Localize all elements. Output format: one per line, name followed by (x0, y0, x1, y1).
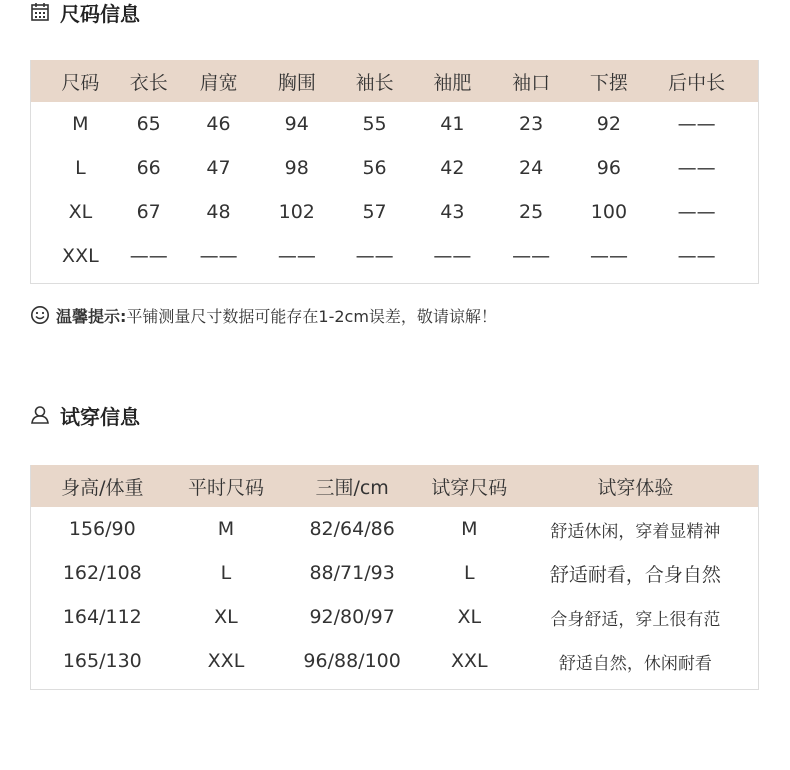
table-row (31, 146, 758, 190)
header-cell-length: 衣长 (129, 71, 168, 94)
header-cell-hem: 下摆 (589, 71, 628, 94)
table-row (31, 102, 758, 146)
tip-text: 平铺测量尺寸数据可能存在1-2cm误差，敬请谅解！ (126, 306, 497, 326)
table-cell: 165/130 (62, 650, 142, 672)
table-cell: L (75, 157, 86, 179)
table-cell: 162/108 (62, 562, 142, 584)
table-cell: —— (589, 245, 628, 267)
table-cell: 92/80/97 (309, 606, 395, 628)
table-cell: 92 (596, 113, 621, 135)
table-cell: XXL (450, 650, 488, 672)
table-cell: 96 (596, 157, 621, 179)
table-cell: —— (677, 201, 716, 223)
tryon-section-heading: 试穿信息 (60, 404, 140, 429)
smile-icon (30, 305, 50, 325)
table-cell: 100 (590, 201, 628, 223)
table-cell: 41 (440, 113, 465, 135)
table-cell: M (461, 518, 478, 540)
table-cell: XL (457, 606, 482, 628)
table-cell: 24 (519, 157, 544, 179)
table-cell: 98 (284, 157, 309, 179)
table-cell: 48 (206, 201, 231, 223)
table-cell: XXL (207, 650, 245, 672)
header-cell-sleeve-width: 袖肥 (433, 71, 472, 94)
table-row (31, 234, 758, 278)
table-cell: 42 (440, 157, 465, 179)
table-cell: —— (355, 245, 394, 267)
table-cell: —— (512, 245, 551, 267)
table-cell: XL (214, 606, 238, 628)
table-cell: 25 (519, 201, 544, 223)
calendar-icon (30, 2, 50, 22)
table-cell: 47 (206, 157, 231, 179)
size-table (30, 60, 759, 284)
size-table-header (31, 60, 758, 102)
table-cell: 57 (362, 201, 387, 223)
tryon-section-title (30, 403, 140, 427)
table-cell: 82/64/86 (309, 518, 395, 540)
table-cell: 56 (362, 157, 387, 179)
table-cell: 96/88/100 (303, 650, 401, 672)
table-row (31, 551, 758, 595)
table-cell: 94 (284, 113, 309, 135)
header-cell-back-length: 后中长 (668, 71, 726, 94)
table-cell: 67 (136, 201, 161, 223)
table-cell: L (464, 562, 475, 584)
table-cell: 23 (519, 113, 544, 135)
table-cell: 88/71/93 (309, 562, 395, 584)
table-cell: 舒适休闲，穿着显精神 (550, 521, 721, 542)
tip-label: 温馨提示: (56, 306, 127, 326)
table-cell: —— (199, 245, 238, 267)
table-cell: —— (433, 245, 472, 267)
table-cell: M (72, 113, 89, 135)
tryon-table-header (31, 465, 758, 507)
header-cell-tried-size: 试穿尺码 (431, 476, 508, 499)
table-cell: 43 (440, 201, 465, 223)
table-row (31, 507, 758, 551)
table-cell: 舒适耐看，合身自然 (549, 563, 721, 586)
table-cell: 102 (278, 201, 315, 223)
table-cell: 65 (136, 113, 161, 135)
table-cell: L (220, 562, 232, 584)
table-cell: 156/90 (68, 518, 136, 540)
table-cell: 55 (362, 113, 387, 135)
header-cell-cuff: 袖口 (512, 71, 551, 94)
table-cell: —— (129, 245, 168, 267)
table-cell: 合身舒适，穿上很有范 (550, 609, 721, 630)
size-section-heading: 尺码信息 (60, 1, 140, 26)
table-cell: 164/112 (62, 606, 142, 628)
table-cell: M (217, 518, 235, 540)
table-cell: 舒适自然，休闲耐看 (558, 653, 712, 674)
table-row (31, 639, 758, 683)
size-section-title (30, 0, 140, 24)
header-cell-chest: 胸围 (277, 71, 316, 94)
header-cell-size: 尺码 (61, 71, 100, 94)
table-cell: —— (677, 245, 716, 267)
table-row (31, 595, 758, 639)
header-cell-experience: 试穿体验 (597, 476, 674, 499)
person-icon (30, 405, 50, 425)
table-cell: 46 (206, 113, 231, 135)
header-cell-measurements: 三围/cm (315, 476, 389, 499)
table-cell: 66 (136, 157, 161, 179)
header-cell-usual-size: 平时尺码 (187, 476, 264, 499)
tryon-table (30, 465, 759, 690)
header-cell-sleeve-length: 袖长 (355, 71, 394, 94)
table-cell: XXL (62, 245, 99, 267)
header-cell-height-weight: 身高/体重 (61, 476, 144, 499)
table-cell: —— (277, 245, 316, 267)
table-cell: —— (677, 113, 716, 135)
table-cell: XL (68, 201, 93, 223)
header-cell-shoulder: 肩宽 (199, 71, 238, 94)
measurement-tip (30, 303, 497, 327)
table-cell: —— (677, 157, 716, 179)
table-row (31, 190, 758, 234)
